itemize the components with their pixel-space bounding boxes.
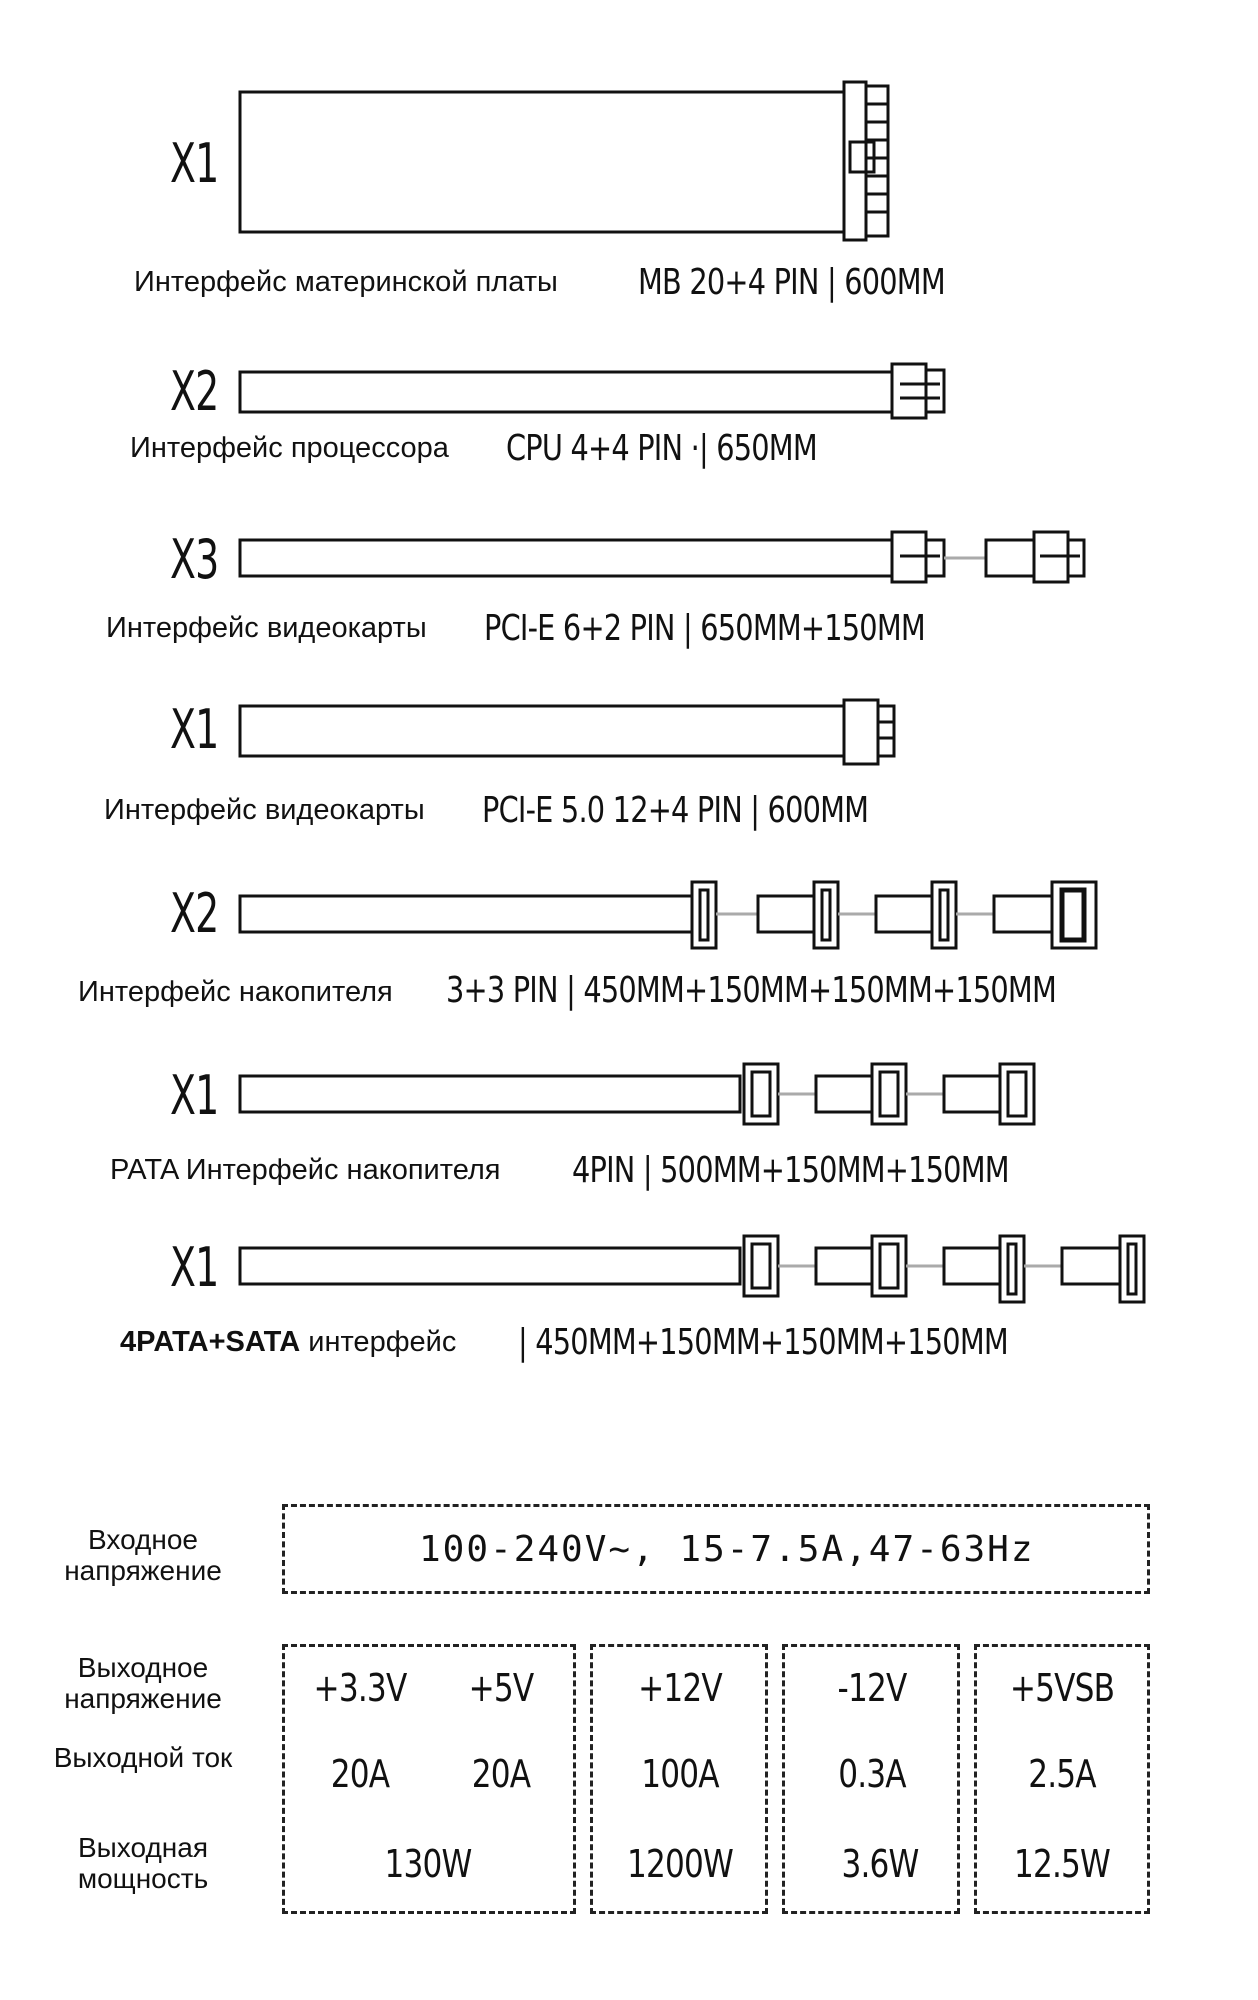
cable-description: Интерфейс видеокарты <box>106 612 427 644</box>
cable-spec: MB 20+4 PIN | 600MM <box>638 262 945 303</box>
rail-power: 3.6W <box>841 1842 919 1886</box>
input-voltage-value: 100-240V~, 15-7.5A,47-63Hz <box>419 1529 1035 1570</box>
rail-voltage: +5V <box>468 1666 534 1710</box>
output-current-label: Выходной ток <box>53 1742 233 1773</box>
pata-cable-drawing <box>240 1064 1034 1124</box>
pcie5-cable-drawing <box>240 700 894 764</box>
cable-qty: X2 <box>170 360 219 423</box>
cable-spec: CPU 4+4 PIN ·| 650MM <box>506 428 817 469</box>
pata-sata-cable-drawing <box>240 1236 1144 1302</box>
rail-power: 130W <box>384 1842 472 1886</box>
cable-description: Интерфейс материнской платы <box>134 266 558 298</box>
rail-current: 100A <box>641 1752 719 1796</box>
rail-voltage: -12V <box>837 1666 907 1710</box>
cable-description-suffix: интерфейс <box>308 1326 457 1358</box>
cable-spec: 4PIN | 500MM+150MM+150MM <box>572 1150 1009 1191</box>
cable-spec: PCI-E 6+2 PIN | 650MM+150MM <box>484 608 925 649</box>
rail-voltage: +12V <box>638 1666 722 1710</box>
cable-description-bold: 4PATA+SATA <box>120 1326 301 1358</box>
cable-spec: 3+3 PIN | 450MM+150MM+150MM+150MM <box>446 970 1057 1011</box>
rail-voltage: +3.3V <box>313 1666 407 1710</box>
cable-qty: X1 <box>170 1236 219 1299</box>
cable-description: Интерфейс видеокарты <box>104 794 425 826</box>
rail-voltage: +5VSB <box>1009 1666 1115 1710</box>
cable-spec: | 450MM+150MM+150MM+150MM <box>518 1322 1008 1363</box>
output-power-label: Выходная мощность <box>77 1832 209 1894</box>
cable-qty: X1 <box>170 698 219 761</box>
rail-current: 2.5A <box>1028 1752 1096 1796</box>
cable-qty: X3 <box>170 528 219 591</box>
output-voltage-label: Выходное напряжение <box>64 1652 222 1714</box>
rail-current: 0.3A <box>838 1752 906 1796</box>
rail-current: 20A <box>471 1752 531 1796</box>
cable-description: Интерфейс процессора <box>130 432 449 464</box>
mb-cable-drawing <box>240 82 888 240</box>
cable-description: PATA Интерфейс накопителя <box>110 1154 501 1186</box>
rail-current: 20A <box>330 1752 390 1796</box>
input-voltage-label: Входное напряжение <box>64 1524 222 1586</box>
rail-power: 12.5W <box>1013 1842 1111 1886</box>
rail-power: 1200W <box>626 1842 734 1886</box>
cable-description <box>120 1326 456 1359</box>
input-voltage-box <box>282 1504 1150 1594</box>
cable-description: Интерфейс накопителя <box>78 976 393 1008</box>
cable-qty: X1 <box>170 132 219 195</box>
cable-qty: X1 <box>170 1064 219 1127</box>
pcie-cable-drawing <box>240 532 1084 582</box>
cable-qty: X2 <box>170 882 219 945</box>
cpu-cable-drawing <box>240 364 944 418</box>
sata-cable-drawing <box>240 882 1096 948</box>
cable-spec: PCI-E 5.0 12+4 PIN | 600MM <box>482 790 869 831</box>
